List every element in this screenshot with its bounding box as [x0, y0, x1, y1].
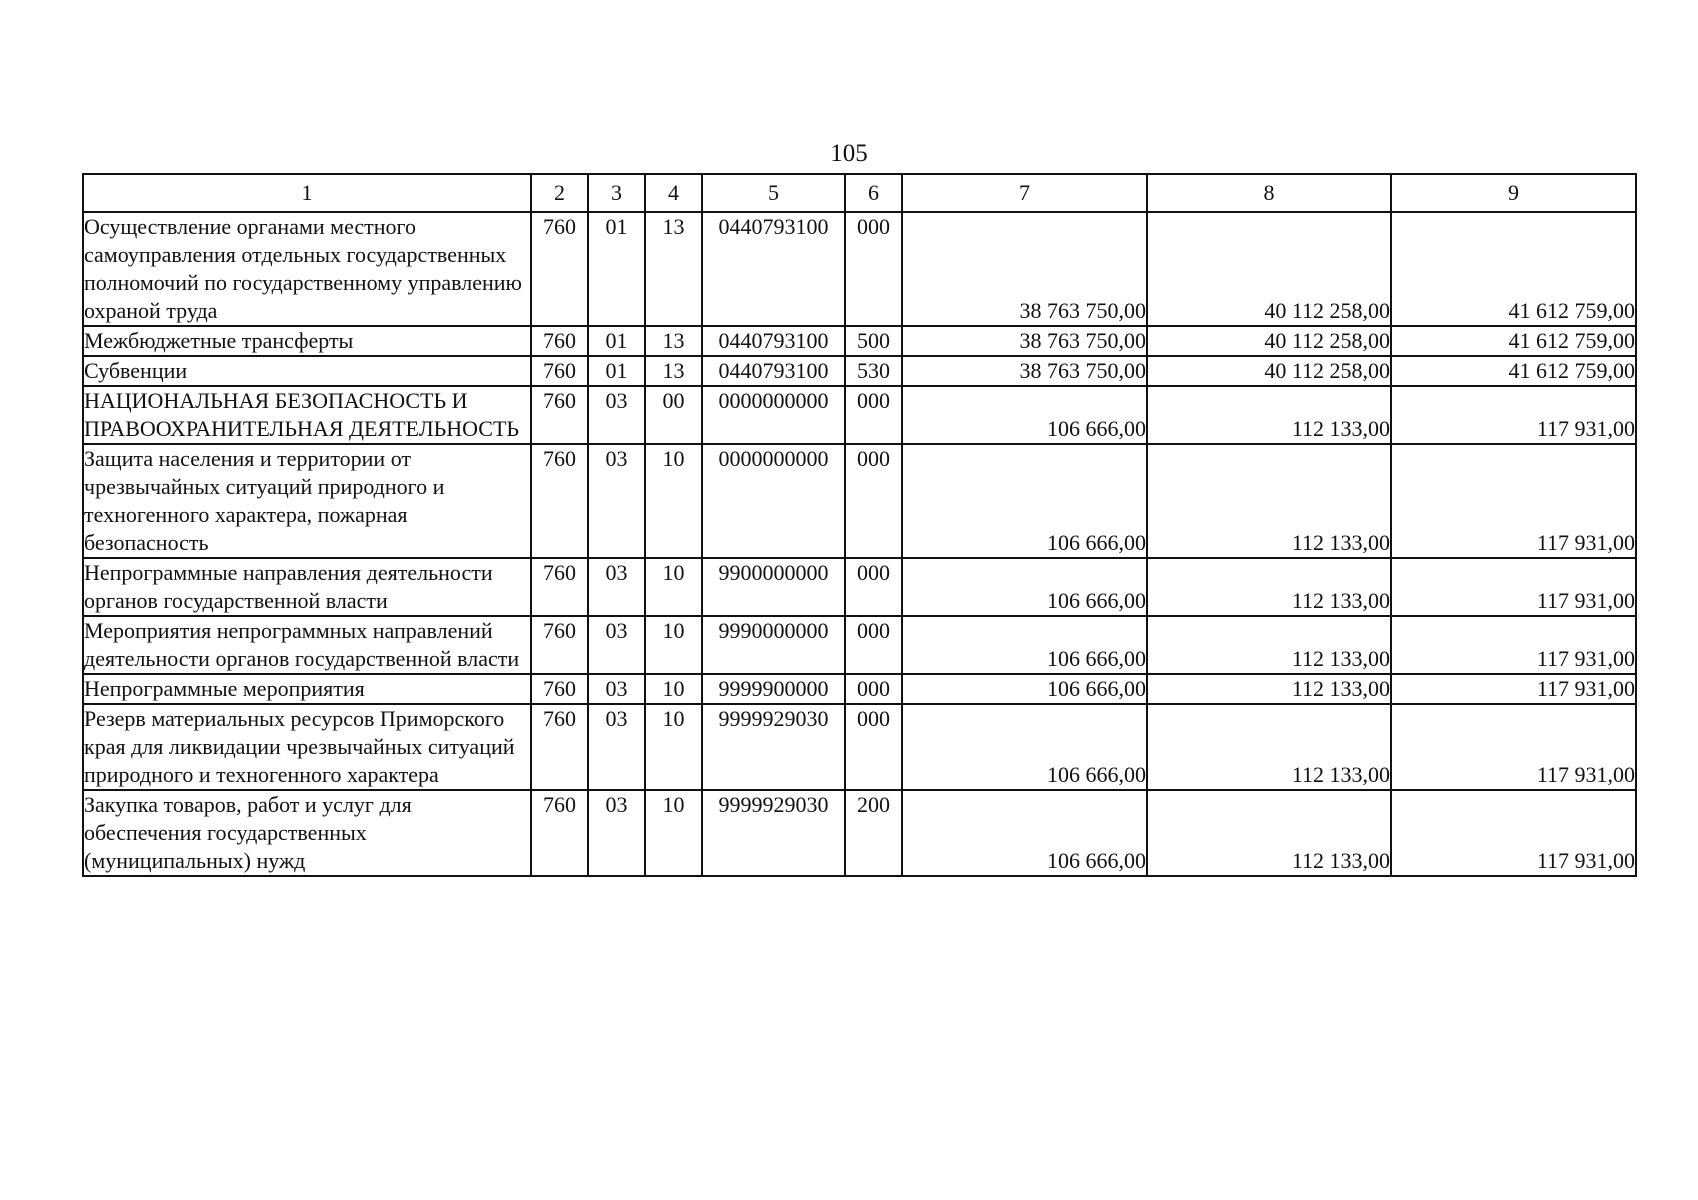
cell-c4: 00 [645, 386, 702, 444]
budget-table [82, 173, 1637, 877]
header-row [83, 174, 1636, 212]
cell-c8: 112 133,00 [1147, 386, 1391, 444]
cell-c6: 000 [845, 212, 902, 326]
cell-c6: 000 [845, 616, 902, 674]
column-header-6: 6 [845, 174, 902, 212]
cell-c4: 10 [645, 616, 702, 674]
cell-c5: 0000000000 [702, 444, 845, 558]
cell-c9: 117 931,00 [1391, 616, 1636, 674]
row-name: Непрограммные направления деятельности органов государственной власти [83, 558, 531, 616]
cell-c4: 10 [645, 790, 702, 876]
table-row [83, 558, 1636, 616]
cell-c5: 9999900000 [702, 674, 845, 704]
cell-c2: 760 [531, 386, 588, 444]
cell-c9: 117 931,00 [1391, 558, 1636, 616]
cell-c5: 9999929030 [702, 790, 845, 876]
cell-c4: 10 [645, 444, 702, 558]
cell-c2: 760 [531, 790, 588, 876]
cell-c7: 106 666,00 [902, 674, 1147, 704]
column-header-4: 4 [645, 174, 702, 212]
cell-c3: 03 [588, 386, 645, 444]
cell-c2: 760 [531, 616, 588, 674]
cell-c4: 10 [645, 704, 702, 790]
cell-c3: 01 [588, 326, 645, 356]
cell-c2: 760 [531, 704, 588, 790]
row-name: Межбюджетные трансферты [83, 326, 531, 356]
cell-c5: 0000000000 [702, 386, 845, 444]
cell-c4: 13 [645, 326, 702, 356]
cell-c7: 106 666,00 [902, 704, 1147, 790]
column-header-9: 9 [1391, 174, 1636, 212]
table-row [83, 212, 1636, 326]
cell-c8: 112 133,00 [1147, 558, 1391, 616]
cell-c5: 9990000000 [702, 616, 845, 674]
column-header-7: 7 [902, 174, 1147, 212]
cell-c6: 200 [845, 790, 902, 876]
cell-c6: 000 [845, 386, 902, 444]
cell-c8: 40 112 258,00 [1147, 356, 1391, 386]
cell-c3: 01 [588, 356, 645, 386]
table-row [83, 704, 1636, 790]
cell-c5: 0440793100 [702, 326, 845, 356]
cell-c3: 01 [588, 212, 645, 326]
cell-c3: 03 [588, 704, 645, 790]
cell-c3: 03 [588, 790, 645, 876]
row-name: Непрограммные мероприятия [83, 674, 531, 704]
cell-c5: 9999929030 [702, 704, 845, 790]
row-name: Защита населения и территории от чрезвычайных ситуаций природного и техногенного характера, пожарная безопасность [83, 444, 531, 558]
row-name: Закупка товаров, работ и услуг для обеспечения государственных (муниципальных) нужд [83, 790, 531, 876]
row-name: Субвенции [83, 356, 531, 386]
cell-c8: 40 112 258,00 [1147, 326, 1391, 356]
cell-c9: 117 931,00 [1391, 790, 1636, 876]
cell-c6: 000 [845, 558, 902, 616]
cell-c2: 760 [531, 558, 588, 616]
cell-c7: 38 763 750,00 [902, 326, 1147, 356]
cell-c7: 106 666,00 [902, 558, 1147, 616]
cell-c8: 112 133,00 [1147, 616, 1391, 674]
cell-c2: 760 [531, 326, 588, 356]
cell-c8: 112 133,00 [1147, 674, 1391, 704]
cell-c4: 13 [645, 356, 702, 386]
cell-c4: 10 [645, 674, 702, 704]
cell-c6: 500 [845, 326, 902, 356]
cell-c9: 117 931,00 [1391, 674, 1636, 704]
cell-c2: 760 [531, 356, 588, 386]
table-row [83, 356, 1636, 386]
cell-c6: 000 [845, 704, 902, 790]
cell-c3: 03 [588, 616, 645, 674]
table-row [83, 616, 1636, 674]
cell-c5: 9900000000 [702, 558, 845, 616]
cell-c9: 117 931,00 [1391, 386, 1636, 444]
cell-c5: 0440793100 [702, 356, 845, 386]
column-header-2: 2 [531, 174, 588, 212]
row-name: Мероприятия непрограммных направлений деятельности органов государственной власти [83, 616, 531, 674]
table-row [83, 386, 1636, 444]
cell-c7: 106 666,00 [902, 386, 1147, 444]
cell-c9: 41 612 759,00 [1391, 326, 1636, 356]
cell-c7: 106 666,00 [902, 790, 1147, 876]
table-row [83, 444, 1636, 558]
cell-c8: 112 133,00 [1147, 444, 1391, 558]
column-header-3: 3 [588, 174, 645, 212]
cell-c9: 41 612 759,00 [1391, 356, 1636, 386]
cell-c4: 10 [645, 558, 702, 616]
cell-c5: 0440793100 [702, 212, 845, 326]
row-name: Резерв материальных ресурсов Приморского края для ликвидации чрезвычайных ситуаций природного и техногенного характера [83, 704, 531, 790]
row-name: НАЦИОНАЛЬНАЯ БЕЗОПАСНОСТЬ И ПРАВООХРАНИТЕЛЬНАЯ ДЕЯТЕЛЬНОСТЬ [83, 386, 531, 444]
cell-c7: 106 666,00 [902, 444, 1147, 558]
cell-c7: 106 666,00 [902, 616, 1147, 674]
page-number: 105 [830, 140, 868, 167]
cell-c4: 13 [645, 212, 702, 326]
cell-c2: 760 [531, 444, 588, 558]
cell-c8: 40 112 258,00 [1147, 212, 1391, 326]
column-header-8: 8 [1147, 174, 1391, 212]
cell-c8: 112 133,00 [1147, 704, 1391, 790]
cell-c3: 03 [588, 444, 645, 558]
cell-c9: 41 612 759,00 [1391, 212, 1636, 326]
cell-c7: 38 763 750,00 [902, 356, 1147, 386]
cell-c7: 38 763 750,00 [902, 212, 1147, 326]
table-row [83, 790, 1636, 876]
cell-c3: 03 [588, 674, 645, 704]
column-header-1: 1 [83, 174, 531, 212]
cell-c2: 760 [531, 212, 588, 326]
table-row [83, 674, 1636, 704]
cell-c9: 117 931,00 [1391, 444, 1636, 558]
cell-c2: 760 [531, 674, 588, 704]
cell-c9: 117 931,00 [1391, 704, 1636, 790]
table-row [83, 326, 1636, 356]
cell-c6: 000 [845, 444, 902, 558]
cell-c3: 03 [588, 558, 645, 616]
row-name: Осуществление органами местного самоуправления отдельных государственных полномочий по государственному управлению охраной труда [83, 212, 531, 326]
column-header-5: 5 [702, 174, 845, 212]
cell-c6: 000 [845, 674, 902, 704]
cell-c6: 530 [845, 356, 902, 386]
cell-c8: 112 133,00 [1147, 790, 1391, 876]
